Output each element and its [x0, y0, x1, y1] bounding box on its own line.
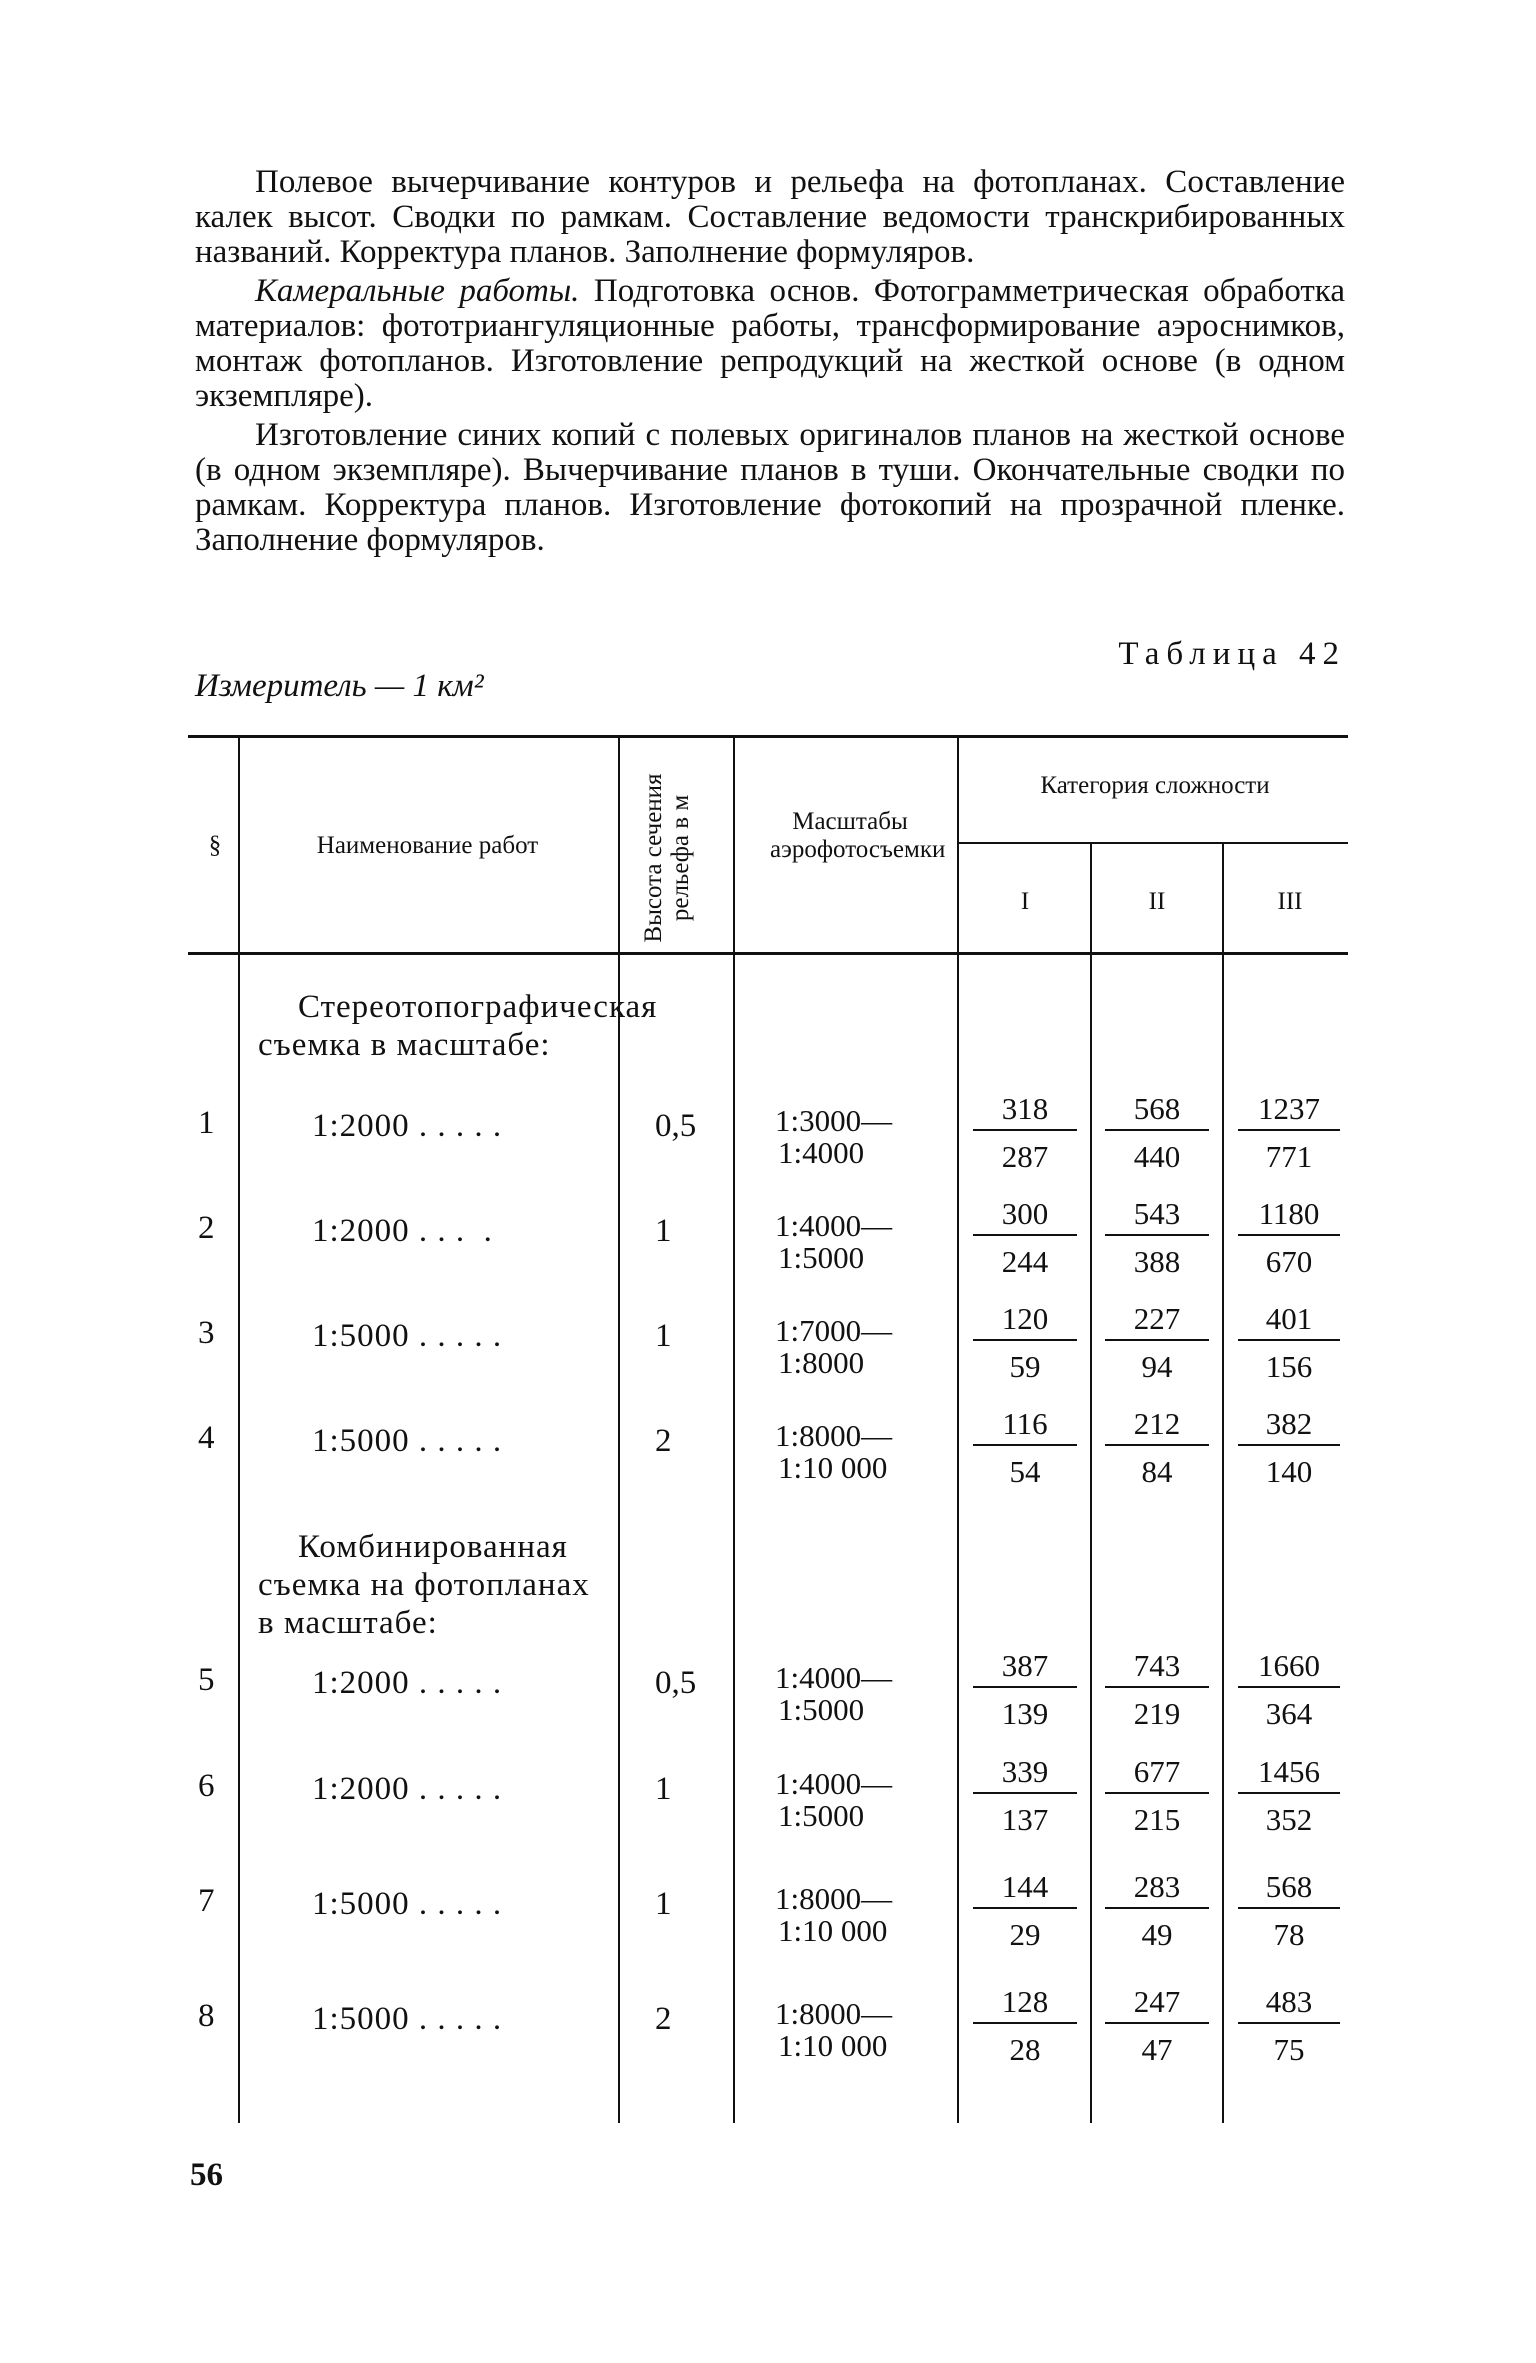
measure-unit: Измеритель — 1 км²: [195, 668, 484, 704]
row-scale-from: 1:8000—: [775, 1996, 893, 2031]
row-scale-from: 1:3000—: [775, 1103, 893, 1138]
header-height: Высота сечения рельефа в м: [640, 773, 694, 943]
row-value-bottom: 137: [1001, 1802, 1049, 1837]
row-value-top: 300: [1001, 1196, 1049, 1231]
row-name: 1:2000 . . . . .: [312, 1665, 503, 1701]
row-scale-from: 1:8000—: [775, 1418, 893, 1453]
row-value-bottom: 47: [1141, 2032, 1173, 2067]
row-name: 1:2000 . . . .: [312, 1213, 493, 1249]
row-value-bottom: 28: [1009, 2032, 1041, 2067]
row-value-top: 543: [1133, 1196, 1181, 1231]
fraction-bar: [1238, 1234, 1340, 1236]
col-divider-1: [238, 738, 240, 2123]
row-value-bottom: 440: [1133, 1139, 1181, 1174]
row-number: 3: [198, 1315, 215, 1351]
row-height: 2: [655, 1423, 672, 1459]
fraction-bar: [1105, 1907, 1209, 1909]
header-section: §: [208, 832, 222, 859]
fraction-bar: [973, 2022, 1077, 2024]
row-value-top: 339: [1001, 1754, 1049, 1789]
intro-paragraph-1: Полевое вычерчивание контуров и рельефа на фотопланах. Составление калек высот. Сводки по рамкам. Составление ведомости транскрибированных названий. Корректура планов. Заполнение формуляров.: [195, 164, 1345, 270]
row-height: 0,5: [655, 1665, 697, 1701]
header-cat-3: III: [1277, 888, 1303, 915]
page-number: 56: [190, 2157, 223, 2193]
header-cat-1: I: [1020, 888, 1030, 915]
fraction-bar: [973, 1339, 1077, 1341]
category-split-rule: [958, 842, 1348, 844]
fraction-bar: [973, 1907, 1077, 1909]
row-value-top: 382: [1265, 1406, 1313, 1441]
row-value-top: 568: [1133, 1091, 1181, 1126]
row-scale-to: 1:5000: [778, 1240, 865, 1275]
intro-text: [195, 165, 1345, 558]
row-number: 8: [198, 1998, 215, 2034]
row-scale-to: 1:5000: [778, 1798, 865, 1833]
row-value-top: 120: [1001, 1301, 1049, 1336]
intro-paragraph-2-text: Подготовка основ. Фотограмметрическая обработка материалов: фототриангуляционные работы, трансформирование аэроснимков, монтаж фотопланов. Изготовление репродукций на жесткой основе (в одном экземпляре).: [195, 273, 1345, 414]
row-height: 2: [655, 2001, 672, 2037]
row-value-top: 247: [1133, 1984, 1181, 2019]
col-divider-4: [957, 738, 959, 2123]
row-value-bottom: 139: [1001, 1696, 1049, 1731]
table-top-rule: [188, 735, 1348, 738]
fraction-bar: [1105, 1339, 1209, 1341]
fraction-bar: [973, 1129, 1077, 1131]
fraction-bar: [973, 1686, 1077, 1688]
col-divider-3: [733, 738, 735, 2123]
row-value-top: 387: [1001, 1648, 1049, 1683]
fraction-bar: [1105, 1234, 1209, 1236]
fraction-bar: [1238, 1444, 1340, 1446]
header-name: Наименование работ: [316, 832, 539, 859]
row-height: 1: [655, 1886, 672, 1922]
row-name: 1:5000 . . . . .: [312, 2001, 503, 2037]
row-value-top: 116: [1002, 1406, 1048, 1441]
row-value-top: 283: [1133, 1869, 1181, 1904]
row-value-top: 318: [1001, 1091, 1049, 1126]
row-scale-from: 1:7000—: [775, 1313, 893, 1348]
intro-paragraph-2: [195, 274, 1345, 414]
row-value-bottom: 94: [1141, 1349, 1173, 1384]
row-value-bottom: 388: [1133, 1244, 1181, 1279]
row-value-top: 128: [1001, 1984, 1049, 2019]
row-height: 1: [655, 1771, 672, 1807]
row-height: 1: [655, 1318, 672, 1354]
col-divider-2: [618, 738, 620, 2123]
fraction-bar: [1238, 1129, 1340, 1131]
fraction-bar: [1238, 2022, 1340, 2024]
row-value-bottom: 54: [1009, 1454, 1041, 1489]
row-number: 2: [198, 1210, 215, 1246]
col-divider-5: [1090, 842, 1092, 2123]
row-value-bottom: 84: [1141, 1454, 1173, 1489]
row-scale-from: 1:4000—: [775, 1208, 893, 1243]
row-value-top: 1180: [1258, 1196, 1320, 1231]
row-name: 1:5000 . . . . .: [312, 1423, 503, 1459]
row-number: 1: [198, 1105, 215, 1141]
row-value-bottom: 287: [1001, 1139, 1049, 1174]
fraction-bar: [1238, 1339, 1340, 1341]
row-scale-from: 1:8000—: [775, 1881, 893, 1916]
group-title-combined: Комбинированная съемка на фотопланах в масштабе:: [258, 1529, 590, 1641]
row-number: 5: [198, 1662, 215, 1698]
row-name: 1:5000 . . . . .: [312, 1318, 503, 1354]
row-value-top: 1660: [1258, 1648, 1320, 1683]
intro-paragraph-3: Изготовление синих копий с полевых оригиналов планов на жесткой основе (в одном экземпляре). Вычерчивание планов в туши. Окончательные сводки по рамкам. Корректура планов. Изготовление фотокопий на прозрачной пленке. Заполнение формуляров.: [195, 417, 1345, 558]
fraction-bar: [973, 1234, 1077, 1236]
row-value-top: 743: [1133, 1648, 1181, 1683]
fraction-bar: [1238, 1686, 1340, 1688]
header-cat-2: II: [1148, 888, 1166, 915]
row-scale-to: 1:8000: [778, 1345, 865, 1380]
row-value-bottom: 219: [1133, 1696, 1181, 1731]
row-value-top: 677: [1133, 1754, 1181, 1789]
row-scale-to: 1:10 000: [778, 1913, 888, 1948]
intro-paragraph-2-italic: Камеральные работы.: [255, 273, 580, 309]
row-value-bottom: 78: [1273, 1917, 1305, 1952]
row-number: 7: [198, 1883, 215, 1919]
row-number: 6: [198, 1768, 215, 1804]
row-value-bottom: 59: [1009, 1349, 1041, 1384]
group-title-stereo: Стереотопографическая съемка в масштабе:: [258, 989, 658, 1063]
row-value-bottom: 140: [1265, 1454, 1313, 1489]
row-scale-to: 1:10 000: [778, 1450, 888, 1485]
row-name: 1:2000 . . . . .: [312, 1771, 503, 1807]
fraction-bar: [1105, 1686, 1209, 1688]
fraction-bar: [1238, 1792, 1340, 1794]
header-scale: Масштабы аэрофотосъемки: [770, 808, 946, 863]
row-value-top: 1237: [1258, 1091, 1320, 1126]
fraction-bar: [973, 1792, 1077, 1794]
row-value-bottom: 244: [1001, 1244, 1049, 1279]
header-category: Категория сложности: [1040, 772, 1270, 799]
row-height: 1: [655, 1213, 672, 1249]
table-caption: Таблица 42: [1118, 636, 1346, 672]
row-value-bottom: 352: [1265, 1802, 1313, 1837]
row-value-top: 227: [1133, 1301, 1181, 1336]
row-value-bottom: 215: [1133, 1802, 1181, 1837]
fraction-bar: [1105, 1792, 1209, 1794]
row-scale-to: 1:10 000: [778, 2028, 888, 2063]
row-scale-to: 1:4000: [778, 1135, 865, 1170]
row-value-top: 568: [1265, 1869, 1313, 1904]
fraction-bar: [1105, 1129, 1209, 1131]
row-scale-from: 1:4000—: [775, 1766, 893, 1801]
row-value-bottom: 29: [1009, 1917, 1041, 1952]
fraction-bar: [1105, 1444, 1209, 1446]
row-scale-to: 1:5000: [778, 1692, 865, 1727]
row-value-bottom: 49: [1141, 1917, 1173, 1952]
row-number: 4: [198, 1420, 215, 1456]
row-name: 1:2000 . . . . .: [312, 1108, 503, 1144]
row-scale-from: 1:4000—: [775, 1660, 893, 1695]
row-value-bottom: 670: [1265, 1244, 1313, 1279]
fraction-bar: [1238, 1907, 1340, 1909]
row-value-top: 483: [1265, 1984, 1313, 2019]
header-bottom-rule: [188, 952, 1348, 955]
row-value-bottom: 364: [1265, 1696, 1313, 1731]
fraction-bar: [1105, 2022, 1209, 2024]
row-value-top: 1456: [1258, 1754, 1320, 1789]
row-height: 0,5: [655, 1108, 697, 1144]
row-value-top: 144: [1001, 1869, 1049, 1904]
row-value-bottom: 156: [1265, 1349, 1313, 1384]
row-value-top: 212: [1133, 1406, 1181, 1441]
row-value-bottom: 75: [1273, 2032, 1305, 2067]
row-name: 1:5000 . . . . .: [312, 1886, 503, 1922]
col-divider-6: [1222, 842, 1224, 2123]
row-value-bottom: 771: [1265, 1139, 1313, 1174]
row-value-top: 401: [1265, 1301, 1313, 1336]
fraction-bar: [973, 1444, 1077, 1446]
